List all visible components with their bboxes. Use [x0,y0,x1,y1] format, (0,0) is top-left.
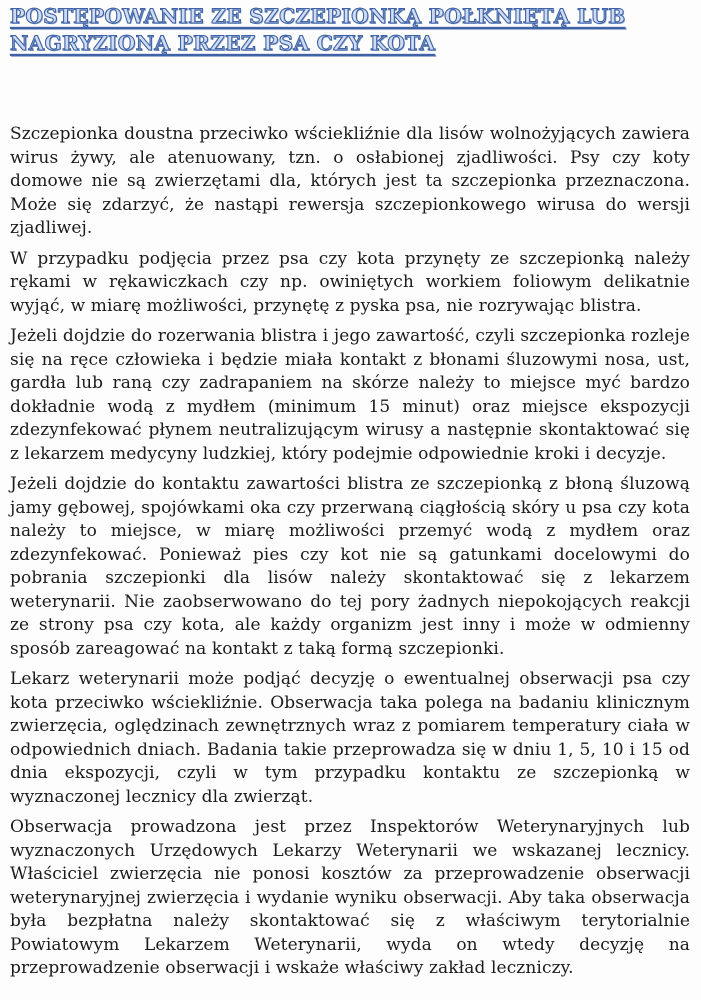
paragraph-vet-observation: Lekarz weterynarii może podjąć decyzję o ewentualnej obserwacji psa czy kota przeciwko wściekliźnie. Obserwacja taka polega na badaniu klinicznym zwierzęcia, oględzinach zewnętrznych wraz z pomiarem temperatury ciała w odpowiednich dniach. Badania takie przeprowadza się w dniu 1, 5, 10 i 15 od dnia ekspozycji, czyli w tym przypadku kontaktu ze szczepionką w wyznaczonej lecznicy dla zwierząt. [10,669,690,807]
paragraph-vaccine-intro: Szczepionka doustna przeciwko wściekliźnie dla lisów wolnożyjących zawiera wirus żywy, ale atenuowany, tzn. o osłabionej zjadliwości. Psy czy koty domowe nie są zwierzętami dla, których jest ta szczepionka przeznaczona. Może się zdarzyć, że nastąpi rewersja szczepionkowego wirusa do wersji zjadliwej. [10,124,690,238]
paragraph-blister-contact-animal: Jeżeli dojdzie do kontaktu zawartości blistra ze szczepionką z błoną śluzową jamy gębowej, spojówkami oka czy przerwaną ciągłością skóry u psa czy kota należy to miejsce, w miarę możliwości przemyć wodą z mydłem oraz zdezynfekować. Ponieważ pies czy kot nie są gatunkami docelowymi do pobrania szczepionki dla lisów należy skontaktować się z lekarzem weterynarii. Nie zaobserwowano do tej pory żadnych niepokojących reakcji ze strony psa czy kota, ale każdy organizm jest inny i może w odmienny sposób zareagować na kontakt z taką formą szczepionki. [10,474,690,659]
paragraph-blister-rupture-human: Jeżeli dojdzie do rozerwania blistra i jego zawartość, czyli szczepionka rozleje się na ręce człowieka i będzie miała kontakt z błonami śluzowymi nosa, ust, gardła lub raną czy zadrapaniem na skórze należy to miejsce myć bardzo dokładnie wodą z mydłem (minimum 15 minut) oraz miejsce ekspozycji zdezynfekować płynem neutralizującym wirusy a następnie skontaktować się z lekarzem medycyny ludzkiej, który podejmie odpowiednie kroki i decyzje. [10,326,690,464]
document-body [10,123,690,981]
document-title: POSTĘPOWANIE ZE SZCZEPIONKĄ POŁKNIĘTĄ LUB NAGRYZIONĄ PRZEZ PSA CZY KOTA [10,4,626,55]
paragraph-observation-procedure: Obserwacja prowadzona jest przez Inspektorów Weterynaryjnych lub wyznaczonych Urzędowych Lekarzy Weterynarii we wskazanej lecznicy. Właściciel zwierzęcia nie ponosi kosztów za przeprowadzenie obserwacji weterynaryjnej zwierzęcia i wydanie wyniku obserwacji. Aby taka obserwacja była bezpłatna należy skontaktować się z właściwym terytorialnie Powiatowym Lekarzem Weterynarii, wyda on wtedy decyzję na przeprowadzenie obserwacji i wskaże właściwy zakład leczniczy. [10,817,690,978]
paragraph-bait-removal: W przypadku podjęcia przez psa czy kota przynęty ze szczepionką należy rękami w rękawiczkach czy np. owiniętych workiem foliowym delikatnie wyjąć, w miarę możliwości, przynętę z pyska psa, nie rozrywając blistra. [10,248,690,316]
